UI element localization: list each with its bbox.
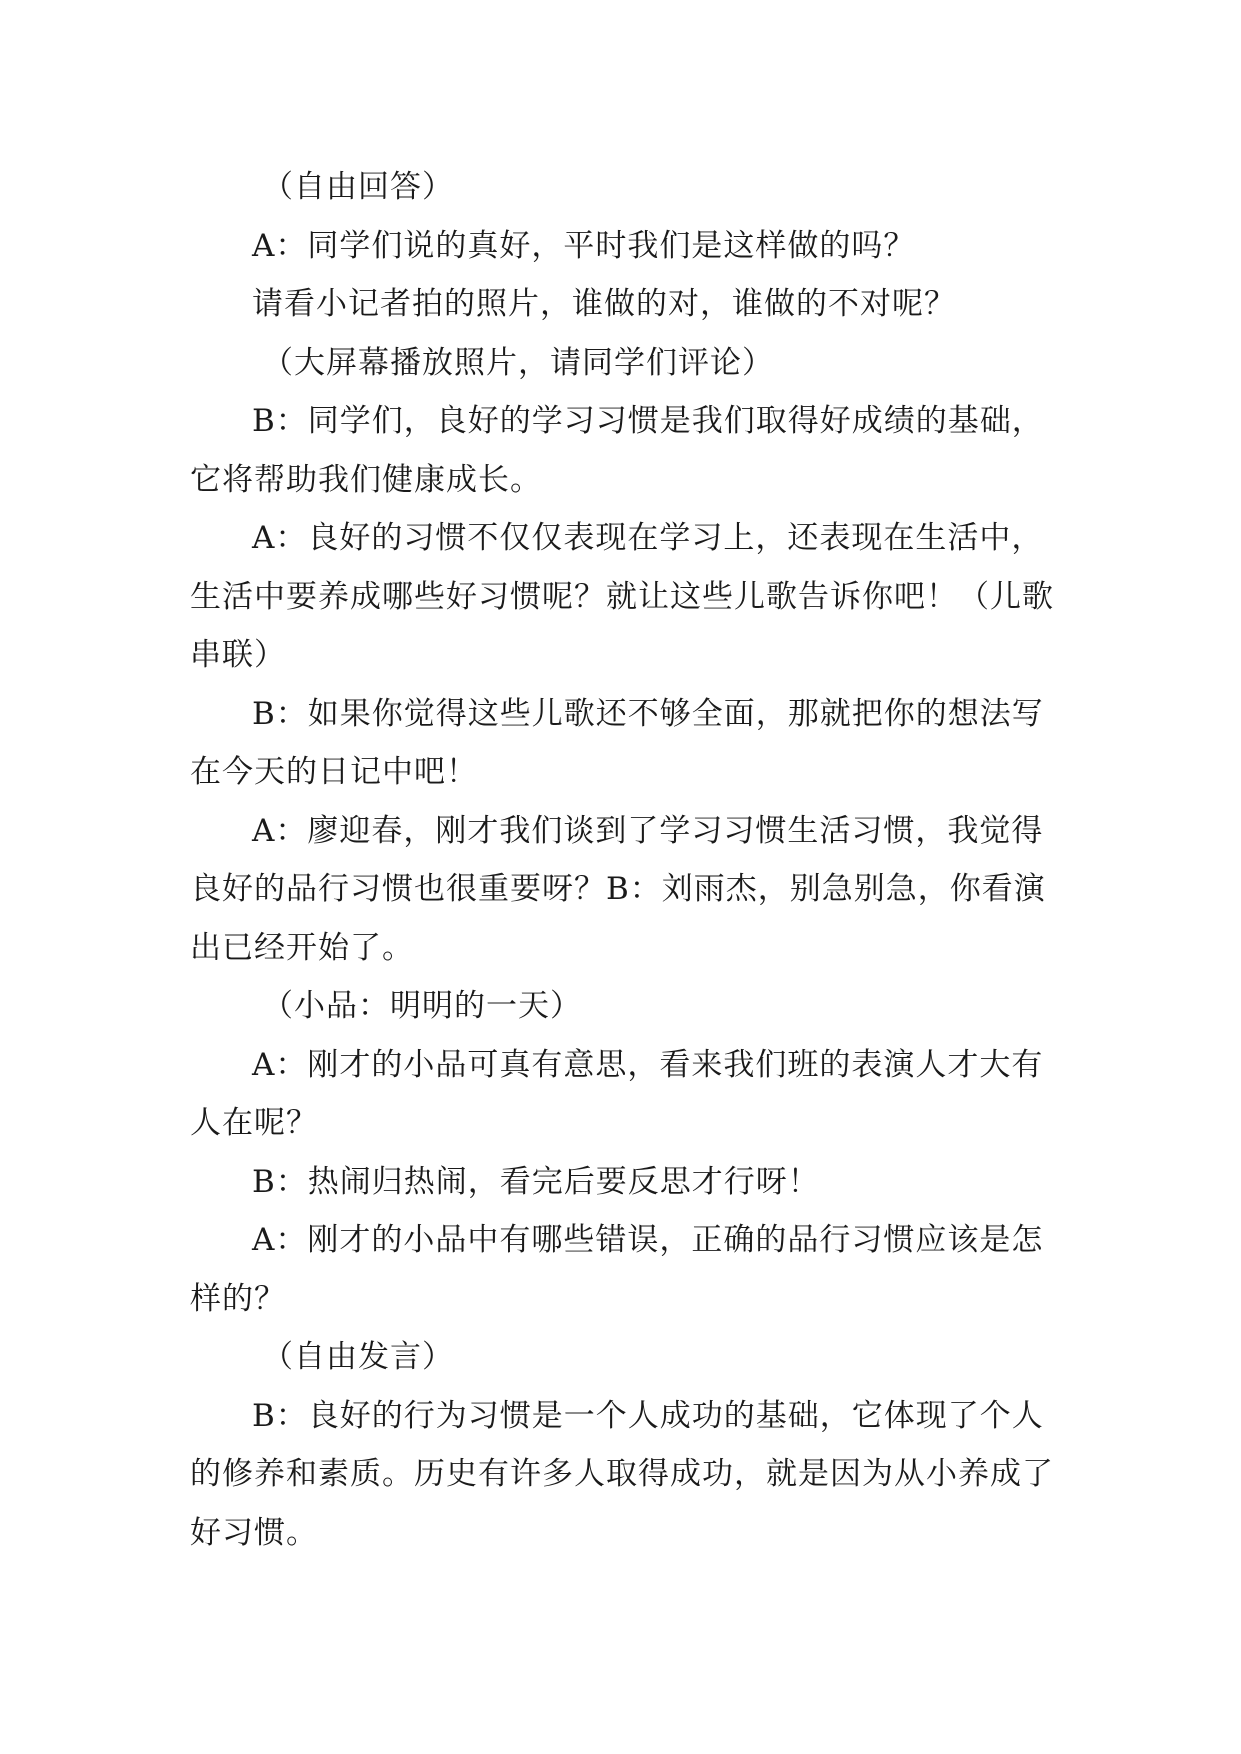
dialogue-line: 请看小记者拍的照片，谁做的对，谁做的不对呢？ — [252, 286, 956, 322]
dialogue-line: A：良好的习惯不仅仅表现在学习上，还表现在生活中，生活中要养成哪些好习惯呢？就让这些儿歌告诉你吧！（儿歌串联） — [190, 520, 1054, 673]
dialogue-line: B：良好的行为习惯是一个人成功的基础，它体现了个人的修养和素质。历史有许多人取得成功，就是因为从小养成了好习惯。 — [190, 1397, 1054, 1551]
stage-direction: （大屏幕播放照片，请同学们评论） — [262, 344, 774, 381]
dialogue-line: A：廖迎春，刚才我们谈到了学习习惯生活习惯，我觉得良好的品行习惯也很重要呀？B：刘雨杰，别急别急，你看演出已经开始了。 — [190, 812, 1046, 966]
dialogue-line: A：刚才的小品中有哪些错误，正确的品行习惯应该是怎样的？ — [190, 1222, 1044, 1317]
stage-direction: （自由发言） — [262, 1339, 454, 1375]
document-body — [190, 158, 1060, 1562]
dialogue-line: B：同学们，良好的学习习惯是我们取得好成绩的基础，它将帮助我们健康成长。 — [190, 403, 1044, 498]
dialogue-line: B：如果你觉得这些儿歌还不够全面，那就把你的想法写在今天的日记中吧！ — [190, 695, 1044, 790]
stage-direction: （自由回答） — [262, 169, 454, 205]
stage-direction: （小品：明明的一天） — [262, 988, 582, 1024]
dialogue-line: A：同学们说的真好，平时我们是这样做的吗？ — [252, 227, 916, 264]
dialogue-line: B：热闹归热闹，看完后要反思才行呀！ — [252, 1163, 820, 1200]
dialogue-line: A：刚才的小品可真有意思，看来我们班的表演人才大有人在呢？ — [190, 1046, 1044, 1141]
